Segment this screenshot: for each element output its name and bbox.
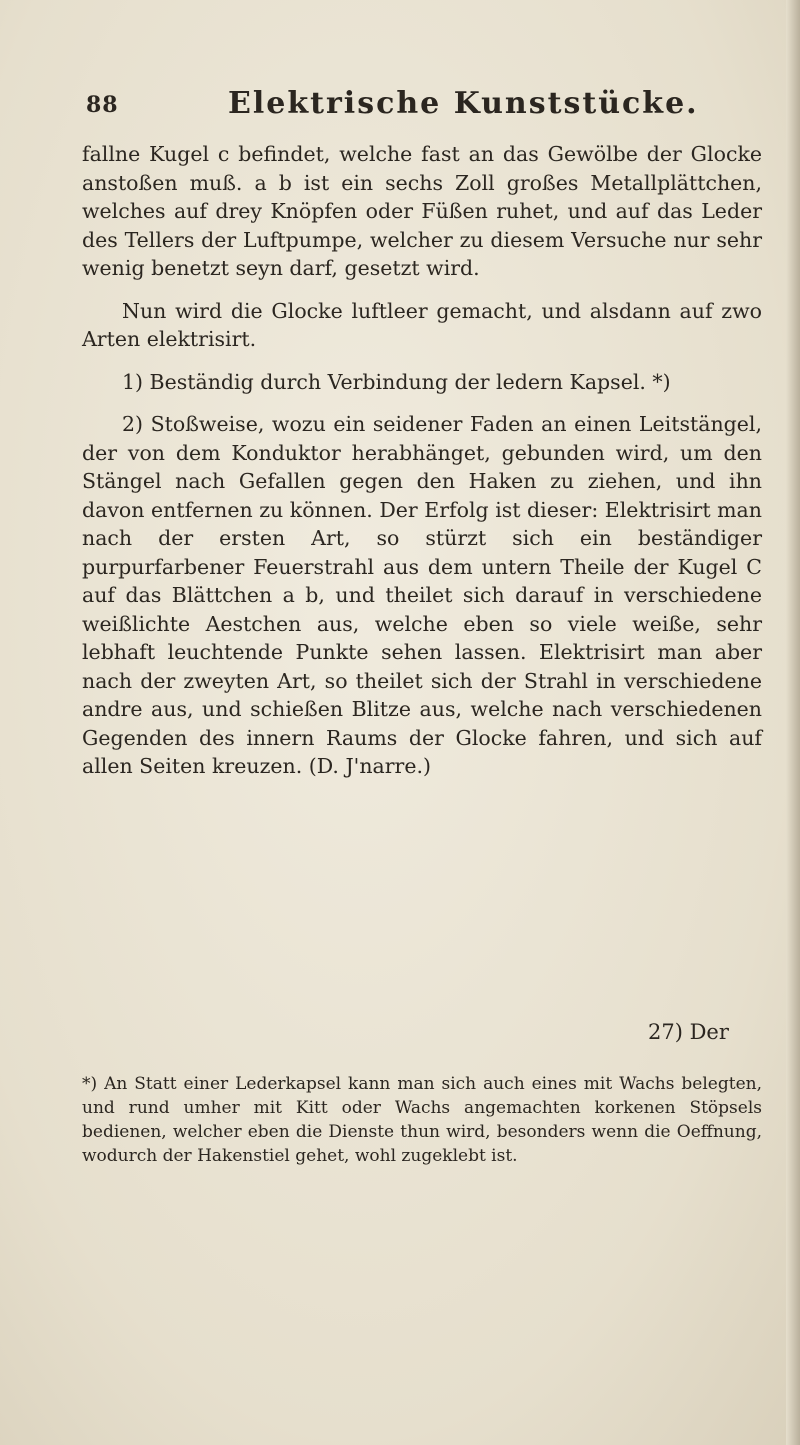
page-header	[78, 86, 718, 126]
footnote: *) An Statt einer Lederkapsel kann man sich auch eines mit Wachs belegten, und rund umher mit Kitt oder Wachs angemachten korkenen Stöpsels bedienen, welcher eben die Dienste thun wird, besonders wenn die Oeffnung, wodurch der Hakenstiel gehet, wohl zugeklebt ist.	[82, 1074, 762, 1166]
catchword: 27) Der	[648, 1020, 729, 1044]
paragraph-1: fallne Kugel c befindet, welche fast an das Gewölbe der Glocke anstoßen muß. a b ist ein sechs Zoll großes Metallplättchen, welches auf drey Knöpfen oder Füßen ruhet, und auf das Leder des Tellers der Luftpumpe, welcher zu diesem Versuche nur sehr wenig benetzt seyn darf, gesetzt wird.	[82, 142, 762, 280]
list-item-2: 2) Stoßweise, wozu ein seidener Faden an einen Leitstängel, der von dem Konduktor herabhänget, gebunden wird, um den Stängel nach Gefallen gegen den Haken zu ziehen, und ihn davon entfernen zu können. Der Erfolg ist dieser: Elektrisirt man nach der ersten Art, so stürzt sich ein beständiger purpurfarbener Feuerstrahl aus dem untern Theile der Kugel C auf das Blättchen a b, und theilet sich darauf in verschiedene weißlichte Aestchen aus, welche eben so viele weiße, sehr lebhaft leuchtende Punkte sehen lassen. Elektrisirt man aber nach der zweyten Art, so theilet sich der Strahl in verschiedene andre aus, und schießen Blitze aus, welche nach verschiedenen Gegenden des innern Raums der Glocke fahren, und sich auf allen Seiten kreuzen. (D. J'narre.)	[82, 412, 762, 778]
main-text	[82, 140, 762, 781]
page-number: 88	[86, 92, 119, 118]
running-title: Elektrische Kunststücke.	[228, 86, 699, 121]
paragraph-2: Nun wird die Glocke luftleer gemacht, und alsdann auf zwo Arten elektrisirt.	[82, 298, 762, 351]
page-edge-shadow	[786, 0, 800, 1445]
list-item-1: 1) Beständig durch Verbindung der ledern Kapsel. *)	[122, 369, 671, 394]
